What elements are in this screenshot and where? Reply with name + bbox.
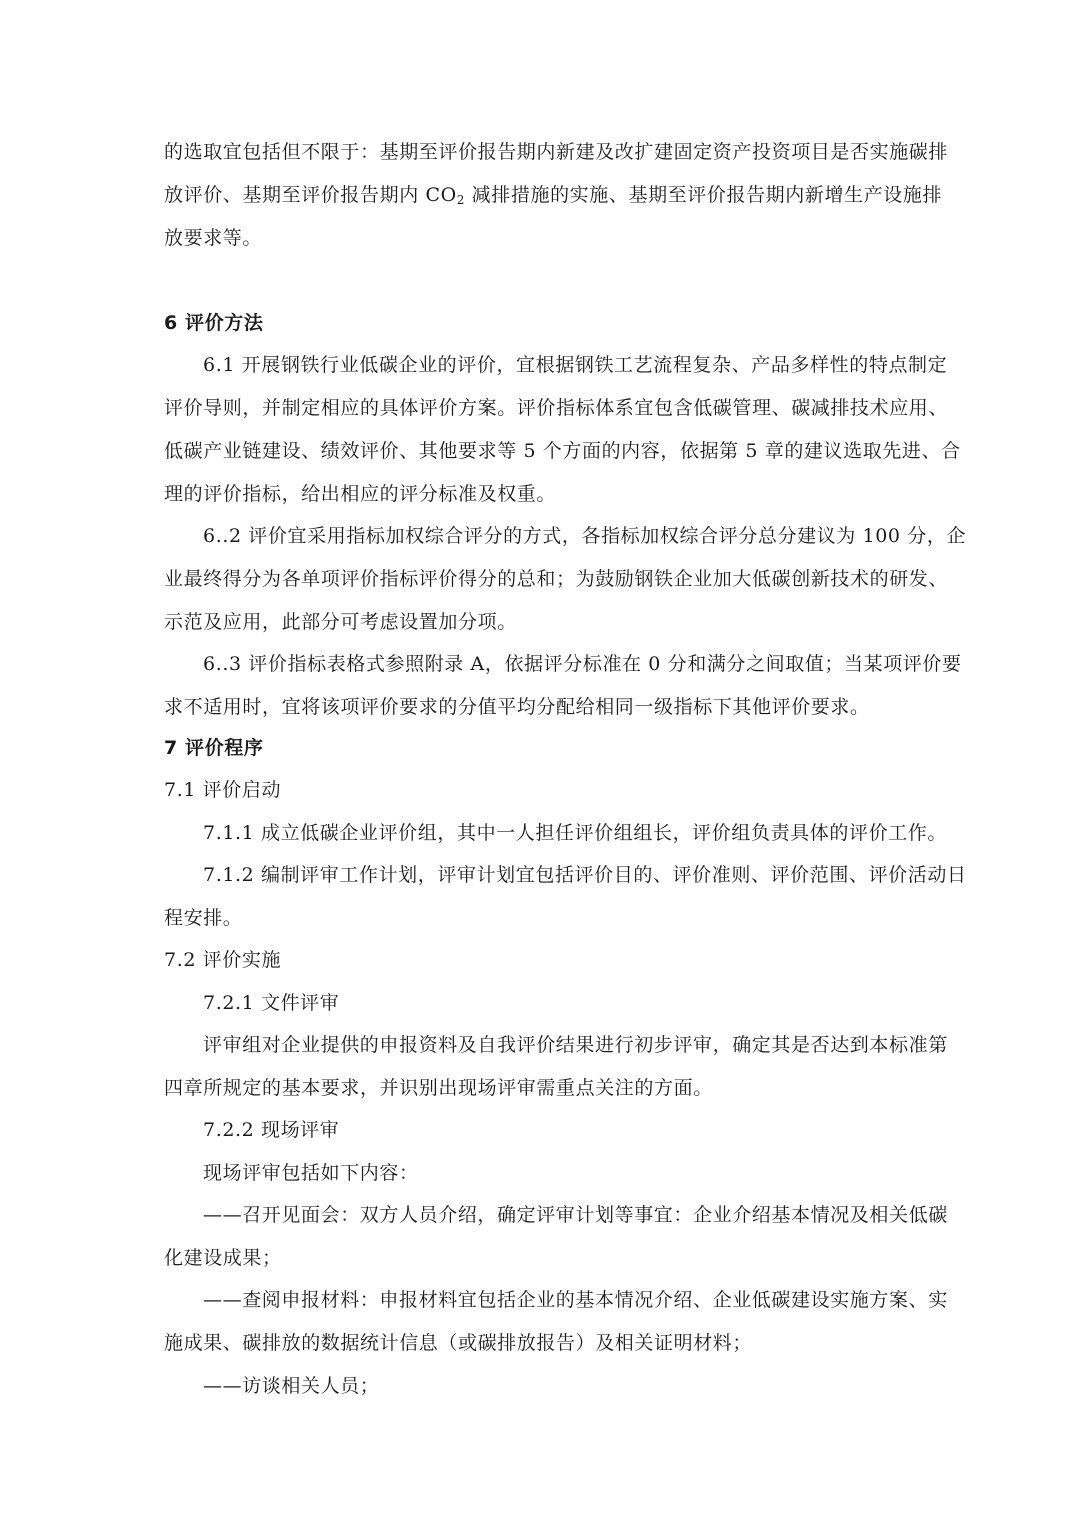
body-text-line: 7.1.2 编制评审工作计划，评审计划宜包括评价目的、评价准则、评价范围、评价活动日 bbox=[203, 864, 967, 886]
section-heading: 7 评价程序 bbox=[164, 737, 264, 759]
list-item-line: 化建设成果； bbox=[164, 1247, 282, 1269]
text-segment: 减排措施的实施、基期至评价报告期内新增生产设施排 bbox=[471, 184, 943, 206]
body-text-line bbox=[164, 182, 942, 208]
body-text-line: 四章所规定的基本要求，并识别出现场评审需重点关注的方面。 bbox=[164, 1077, 713, 1099]
body-text-line: 6..3 评价指标表格式参照附录 A，依据评分标准在 0 分和满分之间取值；当某项评价要 bbox=[203, 653, 962, 675]
body-text-line: 的选取宜包括但不限于：基期至评价报告期内新建及改扩建固定资产投资项目是否实施碳排 bbox=[164, 141, 949, 163]
subsection-heading: 7.2 评价实施 bbox=[164, 949, 282, 971]
body-text-line: 评审组对企业提供的申报资料及自我评价结果进行初步评审，确定其是否达到本标准第 bbox=[203, 1034, 948, 1056]
list-item-line: 施成果、碳排放的数据统计信息（或碳排放报告）及相关证明材料； bbox=[164, 1332, 753, 1354]
subsubsection-heading: 7.2.2 现场评审 bbox=[203, 1119, 340, 1141]
body-text-line: 评价导则，并制定相应的具体评价方案。评价指标体系宜包含低碳管理、碳减排技术应用、 bbox=[164, 397, 949, 419]
text-segment: 放评价、基期至评价报告期内 bbox=[164, 184, 419, 206]
body-text-line: 求不适用时，宜将该项评价要求的分值平均分配给相同一级指标下其他评价要求。 bbox=[164, 696, 870, 718]
chemical-formula: $CO_2$ bbox=[425, 184, 466, 207]
body-text-line: 6.1 开展钢铁行业低碳企业的评价，宜根据钢铁工艺流程复杂、产品多样性的特点制定 bbox=[203, 354, 948, 376]
body-text-line: 程安排。 bbox=[164, 907, 243, 929]
list-item-line: ——查阅申报材料：申报材料宜包括企业的基本情况介绍、企业低碳建设实施方案、实 bbox=[203, 1289, 948, 1311]
body-text-line: 现场评审包括如下内容： bbox=[203, 1162, 419, 1184]
body-text-line: 低碳产业链建设、绩效评价、其他要求等 5 个方面的内容，依据第 5 章的建议选取先进、合 bbox=[164, 440, 961, 462]
body-text-line: 7.1.1 成立低碳企业评价组，其中一人担任评价组组长，评价组负责具体的评价工作。 bbox=[203, 822, 947, 844]
body-text-line: 6..2 评价宜采用指标加权综合评分的方式，各指标加权综合评分总分建议为 100 分，企 bbox=[203, 525, 967, 547]
body-text-line: 业最终得分为各单项评价指标评价得分的总和；为鼓励钢铁企业加大低碳创新技术的研发、 bbox=[164, 568, 949, 590]
section-heading: 6 评价方法 bbox=[164, 312, 264, 334]
body-text-line: 理的评价指标，给出相应的评分标准及权重。 bbox=[164, 483, 557, 505]
list-item-line: ——召开见面会：双方人员介绍，确定评审计划等事宜：企业介绍基本情况及相关低碳 bbox=[203, 1204, 948, 1226]
body-text-line: 放要求等。 bbox=[164, 227, 263, 249]
body-text-line: 示范及应用，此部分可考虑设置加分项。 bbox=[164, 611, 517, 633]
subsection-heading: 7.1 评价启动 bbox=[164, 779, 282, 801]
subsubsection-heading: 7.2.1 文件评审 bbox=[203, 992, 340, 1014]
list-item-line: ——访谈相关人员； bbox=[203, 1375, 380, 1397]
